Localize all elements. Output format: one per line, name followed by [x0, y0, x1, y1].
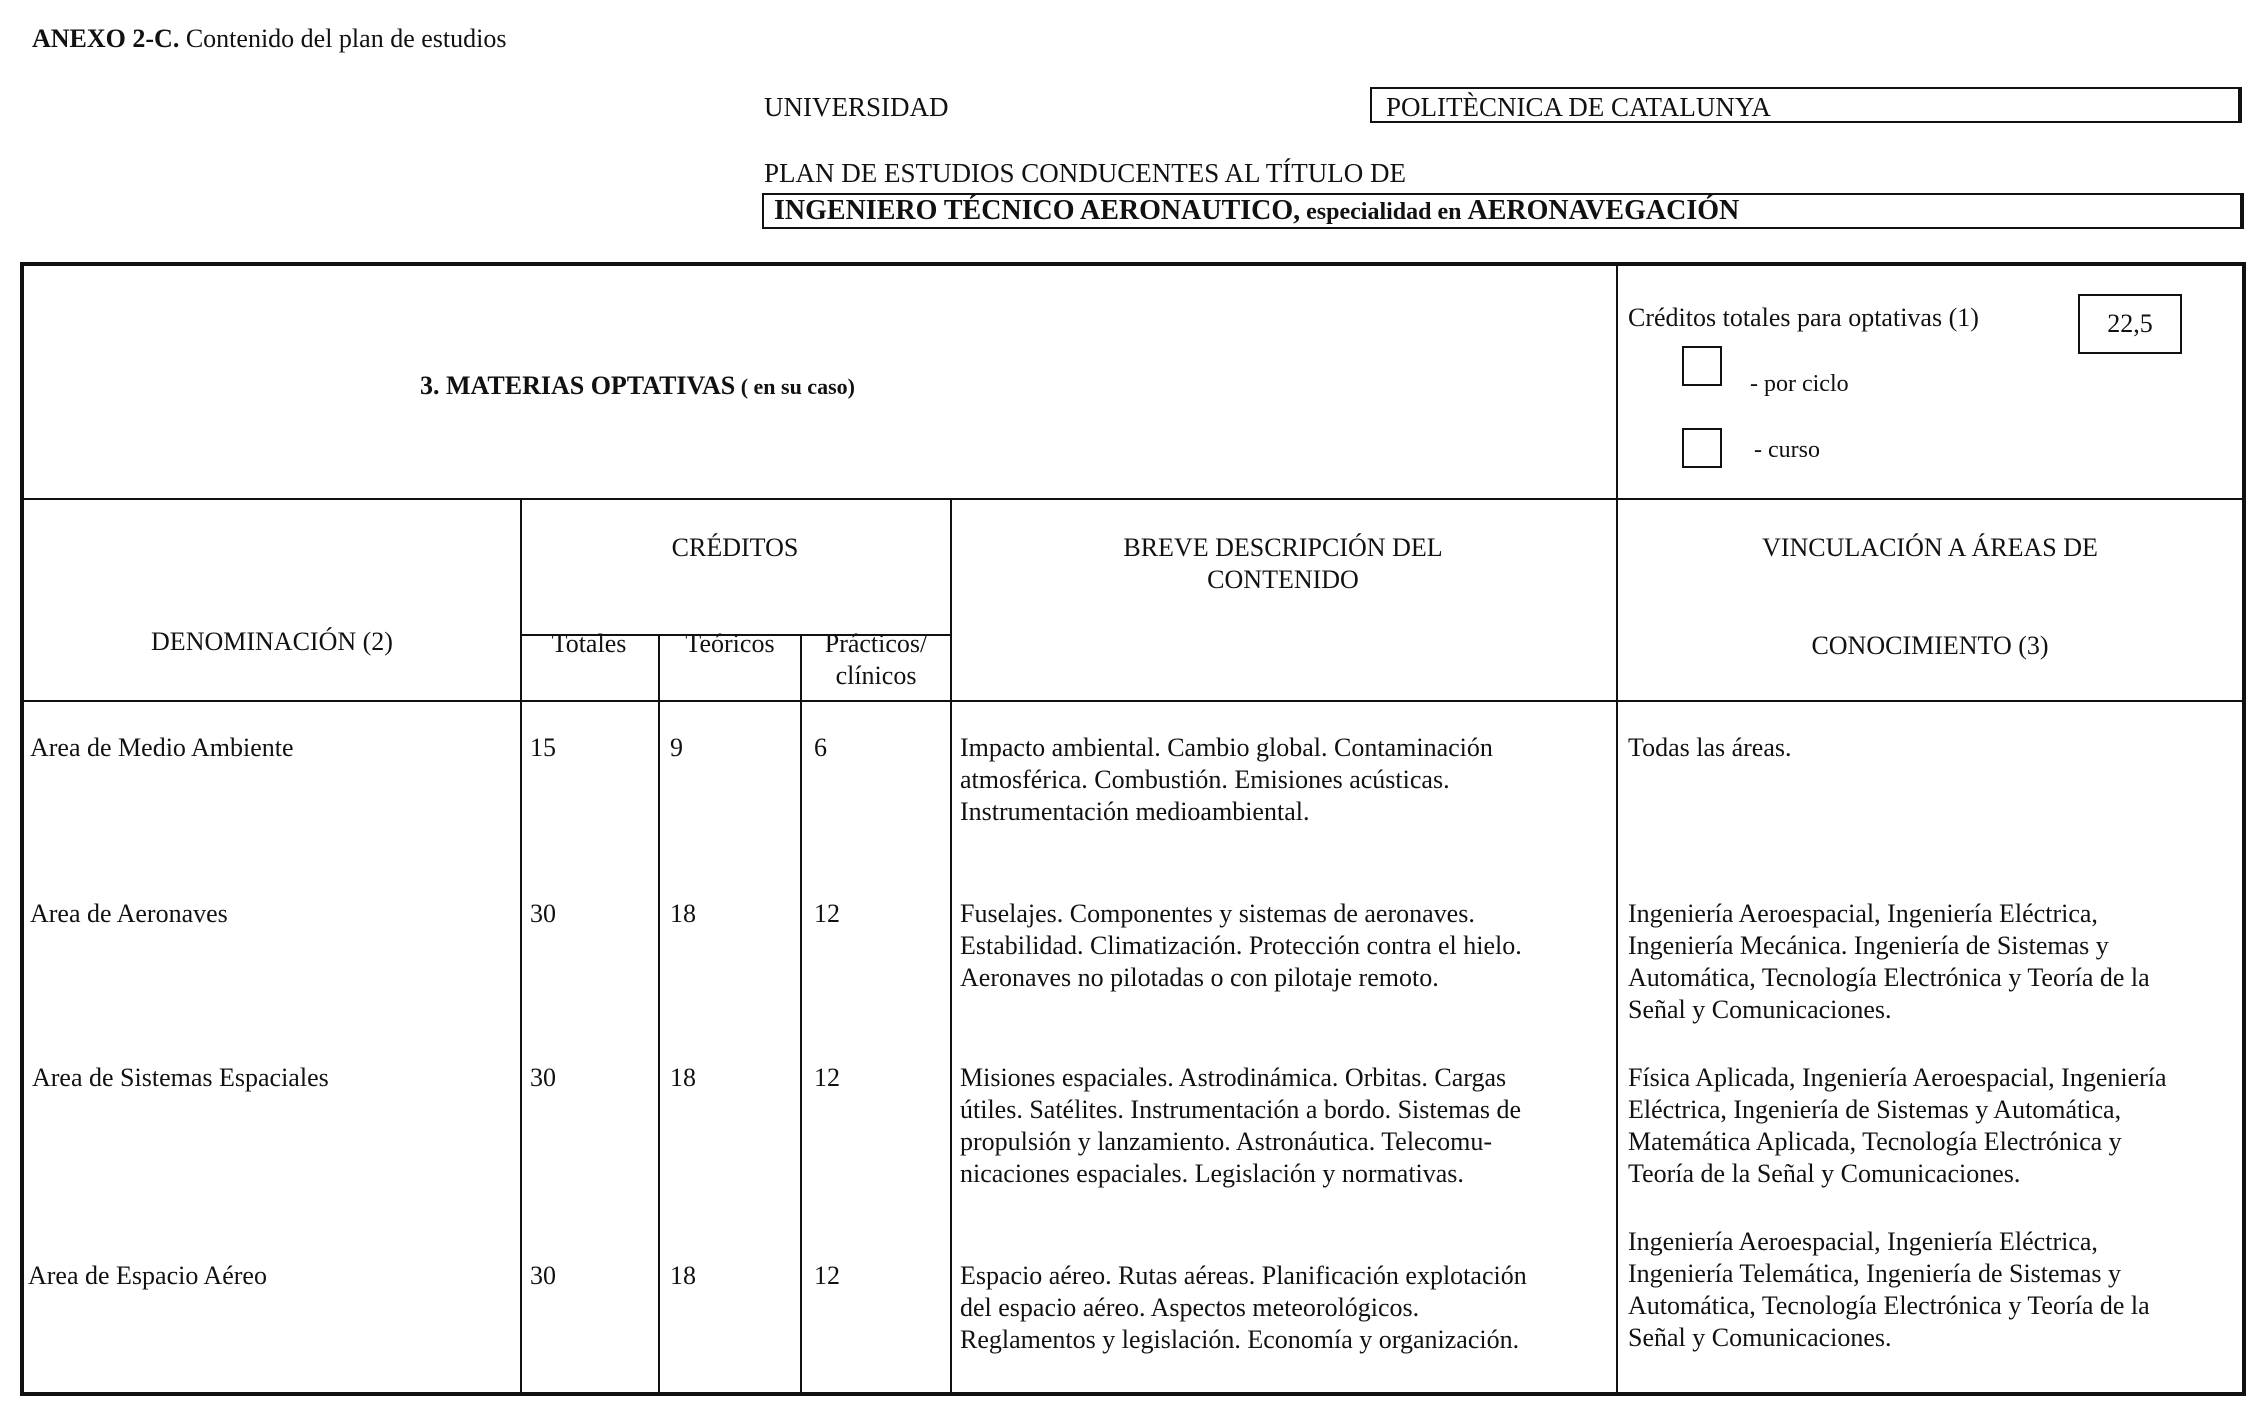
optativas-table	[20, 262, 2246, 1396]
annex-heading	[32, 24, 506, 54]
divider-column-header	[24, 700, 2242, 702]
row3-vinculacion-line: Eléctrica, Ingeniería de Sistemas y Automática,	[1628, 1095, 2122, 1124]
col-totales: Totales	[551, 629, 627, 658]
section-title-note: ( en su caso)	[735, 374, 855, 399]
row2-descripcion	[960, 898, 1522, 994]
divider-section-header	[24, 498, 2242, 500]
row3-denominacion: Area de Sistemas Espaciales	[32, 1063, 329, 1092]
col-denominacion: DENOMINACIÓN (2)	[151, 627, 393, 656]
divider-vinculacion	[1616, 266, 1618, 1392]
plan-label: PLAN DE ESTUDIOS CONDUCENTES AL TÍTULO DE	[764, 158, 1406, 188]
row2-descripcion-line: Aeronaves no pilotadas o con pilotaje remoto.	[960, 963, 1439, 992]
divider-totales	[658, 634, 660, 1392]
row2-vinculacion-line: Ingeniería Aeroespacial, Ingeniería Eléctrica,	[1628, 899, 2098, 928]
col-practicos	[802, 628, 950, 692]
col-descripcion-line1: BREVE DESCRIPCIÓN DEL	[1123, 533, 1443, 562]
row4-vinculacion-line: Automática, Tecnología Electrónica y Teoría de la	[1628, 1291, 2150, 1320]
curso-checkbox[interactable]	[1682, 428, 1722, 468]
col-creditos: CRÉDITOS	[671, 533, 799, 562]
row2-totales: 30	[530, 899, 556, 928]
row4-vinculacion-line: Ingeniería Telemática, Ingeniería de Sistemas y	[1628, 1259, 2121, 1288]
row4-totales: 30	[530, 1261, 556, 1290]
row3-teoricos: 18	[670, 1063, 696, 1092]
row4-vinculacion-line: Ingeniería Aeroespacial, Ingeniería Eléctrica,	[1628, 1227, 2098, 1256]
row2-vinculacion	[1628, 898, 2150, 1026]
annex-code: ANEXO 2-C.	[32, 24, 180, 53]
degree-title-spec: especialidad en	[1300, 199, 1468, 225]
row2-practicos: 12	[814, 899, 840, 928]
row3-vinculacion-line: Teoría de la Señal y Comunicaciones.	[1628, 1159, 2021, 1188]
row3-descripcion-line: Misiones espaciales. Astrodinámica. Orbitas. Cargas	[960, 1063, 1507, 1092]
row1-descripcion	[960, 732, 1493, 828]
row1-vinculacion-line: Todas las áreas.	[1628, 733, 1792, 762]
row3-totales: 30	[530, 1063, 556, 1092]
section-title	[420, 370, 855, 403]
col-descripcion	[950, 532, 1616, 596]
row3-practicos: 12	[814, 1063, 840, 1092]
row2-vinculacion-line: Automática, Tecnología Electrónica y Teoría de la	[1628, 963, 2150, 992]
row1-descripcion-line: atmosférica. Combustión. Emisiones acústicas.	[960, 765, 1450, 794]
degree-title-main: INGENIERO TÉCNICO AERONAUTICO,	[774, 195, 1301, 226]
col-practicos-line2: clínicos	[835, 661, 917, 690]
row4-practicos: 12	[814, 1261, 840, 1290]
divider-creditos	[950, 498, 952, 1392]
total-credits-label: Créditos totales para optativas (1)	[1628, 303, 1979, 332]
curso-label: - curso	[1754, 437, 1820, 463]
row1-vinculacion	[1628, 732, 1792, 764]
col-practicos-line1: Prácticos/	[824, 629, 928, 658]
col-vinculacion-line1: VINCULACIÓN A ÁREAS DE	[1762, 533, 2098, 562]
row4-descripcion-line: Espacio aéreo. Rutas aéreas. Planificación explotación	[960, 1261, 1527, 1290]
section-title-text: 3. MATERIAS OPTATIVAS	[420, 371, 736, 400]
row2-vinculacion-line: Señal y Comunicaciones.	[1628, 995, 1892, 1024]
row2-descripcion-line: Fuselajes. Componentes y sistemas de aeronaves.	[960, 899, 1475, 928]
row3-descripcion-line: propulsión y lanzamiento. Astronáutica. Telecomu-	[960, 1127, 1493, 1156]
row4-vinculacion	[1628, 1226, 2150, 1354]
por-ciclo-checkbox[interactable]	[1682, 346, 1722, 386]
row3-vinculacion-line: Física Aplicada, Ingeniería Aeroespacial, Ingeniería	[1628, 1063, 2167, 1092]
row1-practicos: 6	[814, 733, 827, 762]
row4-vinculacion-line: Señal y Comunicaciones.	[1628, 1323, 1892, 1352]
annex-description: Contenido del plan de estudios	[179, 24, 507, 53]
row3-descripcion-line: útiles. Satélites. Instrumentación a bordo. Sistemas de	[960, 1095, 1522, 1124]
row2-descripcion-line: Estabilidad. Climatización. Protección contra el hielo.	[960, 931, 1522, 960]
university-value-box: POLITÈCNICA DE CATALUNYA	[1370, 87, 2242, 123]
row3-vinculacion	[1628, 1062, 2167, 1190]
row3-descripcion	[960, 1062, 1521, 1190]
row2-denominacion: Area de Aeronaves	[30, 899, 228, 928]
row4-descripcion	[960, 1260, 1527, 1356]
col-teoricos: Teóricos	[685, 629, 775, 658]
degree-title-box	[762, 193, 2244, 229]
row4-descripcion-line: del espacio aéreo. Aspectos meteorológicos.	[960, 1293, 1420, 1322]
total-credits-value: 22,5	[2078, 294, 2182, 354]
row3-vinculacion-line: Matemática Aplicada, Tecnología Electrónica y	[1628, 1127, 2122, 1156]
row1-descripcion-line: Instrumentación medioambiental.	[960, 797, 1310, 826]
row1-totales: 15	[530, 733, 556, 762]
degree-title-end: AERONAVEGACIÓN	[1467, 195, 1740, 226]
row3-descripcion-line: nicaciones espaciales. Legislación y normativas.	[960, 1159, 1464, 1188]
row4-descripcion-line: Reglamentos y legislación. Economía y organización.	[960, 1325, 1520, 1354]
row1-denominacion: Area de Medio Ambiente	[30, 733, 294, 762]
row1-teoricos: 9	[670, 733, 683, 762]
university-label: UNIVERSIDAD	[764, 92, 949, 122]
col-descripcion-line2: CONTENIDO	[1207, 565, 1359, 594]
divider-teoricos	[800, 634, 802, 1392]
row4-denominacion: Area de Espacio Aéreo	[28, 1261, 267, 1290]
por-ciclo-label: - por ciclo	[1750, 371, 1849, 397]
row2-teoricos: 18	[670, 899, 696, 928]
row2-vinculacion-line: Ingeniería Mecánica. Ingeniería de Sistemas y	[1628, 931, 2109, 960]
row1-descripcion-line: Impacto ambiental. Cambio global. Contaminación	[960, 733, 1493, 762]
row4-teoricos: 18	[670, 1261, 696, 1290]
col-vinculacion-line2: CONOCIMIENTO (3)	[1811, 631, 2049, 660]
